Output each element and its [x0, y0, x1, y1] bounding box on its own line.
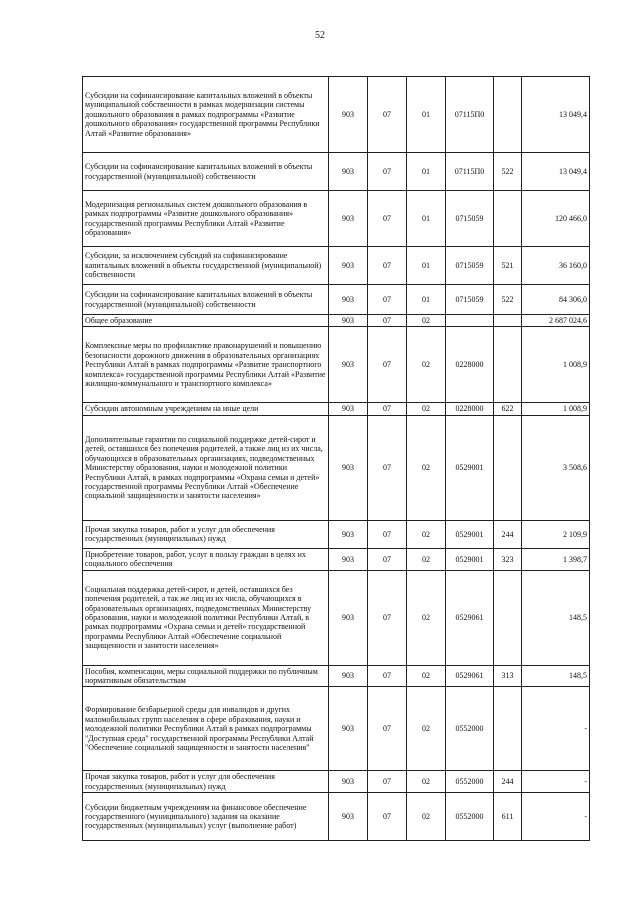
row-grbs-code: 903	[329, 191, 368, 247]
table-row	[83, 191, 590, 247]
row-section-code: 07	[368, 327, 407, 403]
row-section-code: 07	[368, 285, 407, 315]
row-amount: -	[522, 687, 590, 771]
row-expense-type-code: 522	[494, 153, 522, 191]
table-row	[83, 285, 590, 315]
row-subsection-code: 01	[407, 153, 446, 191]
row-section-code: 07	[368, 548, 407, 570]
row-target-code: 0715059	[446, 191, 494, 247]
row-expense-type-code: 244	[494, 771, 522, 793]
row-amount: 120 466,0	[522, 191, 590, 247]
row-subsection-code: 02	[407, 415, 446, 520]
row-target-code	[446, 315, 494, 327]
row-subsection-code: 02	[407, 315, 446, 327]
row-target-code: 0552000	[446, 793, 494, 841]
table-row	[83, 315, 590, 327]
row-name: Субсидии на софинансирование капитальных вложений в объекты государственной (муниципальной) собственности	[83, 153, 329, 191]
row-target-code: 0529061	[446, 665, 494, 687]
row-amount: 2 109,9	[522, 520, 590, 548]
row-subsection-code: 02	[407, 548, 446, 570]
row-section-code: 07	[368, 665, 407, 687]
row-section-code: 07	[368, 403, 407, 415]
row-subsection-code: 02	[407, 570, 446, 665]
row-section-code: 07	[368, 415, 407, 520]
row-target-code: 0228000	[446, 403, 494, 415]
row-expense-type-code: 244	[494, 520, 522, 548]
row-expense-type-code	[494, 77, 522, 153]
table-row	[83, 77, 590, 153]
row-grbs-code: 903	[329, 548, 368, 570]
row-section-code: 07	[368, 247, 407, 285]
row-section-code: 07	[368, 771, 407, 793]
row-target-code: 0228000	[446, 327, 494, 403]
table-row	[83, 665, 590, 687]
row-expense-type-code: 521	[494, 247, 522, 285]
row-expense-type-code	[494, 570, 522, 665]
row-section-code: 07	[368, 520, 407, 548]
table-row	[83, 548, 590, 570]
row-subsection-code: 01	[407, 247, 446, 285]
table-row	[83, 570, 590, 665]
row-name: Социальная поддержка детей-сирот, и детей, оставшихся без попечения родителей, а так же лиц из их числа, обучающихся в образовательных организациях, подведомственных Министерству образования, науки и молодежной политики Республики Алтай, в рамках подпрограммы «Охрана семьи и детей» государственной программы Республики Алтай «Обеспечение социальной защищенности и занятости населения»	[83, 570, 329, 665]
row-amount: 2 687 024,6	[522, 315, 590, 327]
row-amount: 3 508,6	[522, 415, 590, 520]
row-section-code: 07	[368, 191, 407, 247]
row-subsection-code: 02	[407, 793, 446, 841]
row-amount: 84 306,0	[522, 285, 590, 315]
row-target-code: 0529061	[446, 570, 494, 665]
row-amount: 13 049,4	[522, 77, 590, 153]
row-subsection-code: 02	[407, 687, 446, 771]
row-name: Субсидии на софинансирование капитальных вложений в объекты государственной (муниципальной) собственности	[83, 285, 329, 315]
table-row	[83, 247, 590, 285]
row-grbs-code: 903	[329, 570, 368, 665]
row-amount: 13 049,4	[522, 153, 590, 191]
row-grbs-code: 903	[329, 520, 368, 548]
row-name: Комплексные меры по профилактике правонарушений и повышению безопасности дорожного движения в образовательных организациях Республики Алтай в рамках подпрограммы «Развитие транспортного комплекса» государственной программы Республики Алтай «Развитие жилищно-коммунального и транспортного комплекса»	[83, 327, 329, 403]
row-section-code: 07	[368, 570, 407, 665]
row-expense-type-code: 611	[494, 793, 522, 841]
row-target-code: 0529001	[446, 415, 494, 520]
row-name: Субсидии, за исключением субсидий на софинансирование капитальных вложений в объекты государственной (муниципальной) собственности	[83, 247, 329, 285]
row-subsection-code: 02	[407, 403, 446, 415]
table-row	[83, 403, 590, 415]
row-name: Прочая закупка товаров, работ и услуг для обеспечения государственных (муниципальных) нужд	[83, 520, 329, 548]
row-section-code: 07	[368, 687, 407, 771]
row-name: Приобретение товаров, работ, услуг в пользу граждан в целях их социального обеспечения	[83, 548, 329, 570]
page-number: 52	[315, 30, 325, 41]
table-row	[83, 771, 590, 793]
row-expense-type-code: 622	[494, 403, 522, 415]
row-name: Прочая закупка товаров, работ и услуг для обеспечения государственных (муниципальных) нужд	[83, 771, 329, 793]
row-expense-type-code	[494, 415, 522, 520]
table-row	[83, 687, 590, 771]
row-grbs-code: 903	[329, 665, 368, 687]
row-amount: 148,5	[522, 665, 590, 687]
row-grbs-code: 903	[329, 327, 368, 403]
row-subsection-code: 02	[407, 520, 446, 548]
row-amount: -	[522, 793, 590, 841]
row-expense-type-code: 522	[494, 285, 522, 315]
row-grbs-code: 903	[329, 403, 368, 415]
budget-table	[82, 76, 590, 841]
row-subsection-code: 01	[407, 285, 446, 315]
row-target-code: 0529001	[446, 520, 494, 548]
row-amount: -	[522, 771, 590, 793]
row-grbs-code: 903	[329, 77, 368, 153]
row-grbs-code: 903	[329, 315, 368, 327]
row-section-code: 07	[368, 315, 407, 327]
row-target-code: 0529001	[446, 548, 494, 570]
row-name: Формирование безбарьерной среды для инвалидов и других маломобильных групп населения в сфере образования, науки и молодежной политики Республики Алтай в рамках подпрограммы "Доступная среда" государственной программы Республики Алтай "Обеспечение социальной защищенности и занятости населения"	[83, 687, 329, 771]
row-name: Дополнительные гарантии по социальной поддержке детей-сирот и детей, оставшихся без попечения родителей, а также лиц из их числа, обучающихся в образовательных организациях, подведомственных Министерству образования, науки и молодежной политики Республики Алтай, в рамках подпрограммы «Охрана семьи и детей» государственной программы Республики Алтай «Обеспечение социальной защищенности и занятости населения»	[83, 415, 329, 520]
row-expense-type-code	[494, 327, 522, 403]
row-name: Субсидии бюджетным учреждениям на финансовое обеспечение государственного (муниципального) задания на оказание государственных (муниципальных) услуг (выполнение работ)	[83, 793, 329, 841]
row-subsection-code: 01	[407, 77, 446, 153]
row-target-code: 0715059	[446, 247, 494, 285]
row-grbs-code: 903	[329, 793, 368, 841]
table-row	[83, 415, 590, 520]
row-amount: 1 008,9	[522, 327, 590, 403]
row-name: Субсидии на софинансирование капитальных вложений в объекты муниципальной собственности в рамках модернизации системы дошкольного образования в рамках подпрограммы «Развитие дошкольного образования» государственной программы Республики Алтай «Развитие образования»	[83, 77, 329, 153]
row-section-code: 07	[368, 77, 407, 153]
row-target-code: 07115П0	[446, 77, 494, 153]
row-section-code: 07	[368, 153, 407, 191]
row-section-code: 07	[368, 793, 407, 841]
row-subsection-code: 01	[407, 191, 446, 247]
row-grbs-code: 903	[329, 415, 368, 520]
row-target-code: 0552000	[446, 687, 494, 771]
row-subsection-code: 02	[407, 771, 446, 793]
row-grbs-code: 903	[329, 247, 368, 285]
table-row	[83, 793, 590, 841]
row-name: Модернизация региональных систем дошкольного образования в рамках подпрограммы «Развитие дошкольного образования» государственной программы Республики Алтай «Развитие образования»	[83, 191, 329, 247]
row-grbs-code: 903	[329, 153, 368, 191]
row-grbs-code: 903	[329, 687, 368, 771]
row-expense-type-code	[494, 687, 522, 771]
table-row	[83, 327, 590, 403]
row-amount: 36 160,0	[522, 247, 590, 285]
row-amount: 1 008,9	[522, 403, 590, 415]
row-name: Общее образование	[83, 315, 329, 327]
row-expense-type-code: 323	[494, 548, 522, 570]
row-amount: 1 398,7	[522, 548, 590, 570]
row-expense-type-code	[494, 315, 522, 327]
row-target-code: 0715059	[446, 285, 494, 315]
row-target-code: 0552000	[446, 771, 494, 793]
row-subsection-code: 02	[407, 327, 446, 403]
row-target-code: 07115П0	[446, 153, 494, 191]
row-grbs-code: 903	[329, 285, 368, 315]
row-expense-type-code: 313	[494, 665, 522, 687]
row-name: Пособия, компенсации, меры социальной поддержки по публичным нормативным обязательствам	[83, 665, 329, 687]
row-subsection-code: 02	[407, 665, 446, 687]
row-name: Субсидии автономным учреждениям на иные цели	[83, 403, 329, 415]
row-grbs-code: 903	[329, 771, 368, 793]
row-expense-type-code	[494, 191, 522, 247]
row-amount: 148,5	[522, 570, 590, 665]
table-row	[83, 153, 590, 191]
table-row	[83, 520, 590, 548]
